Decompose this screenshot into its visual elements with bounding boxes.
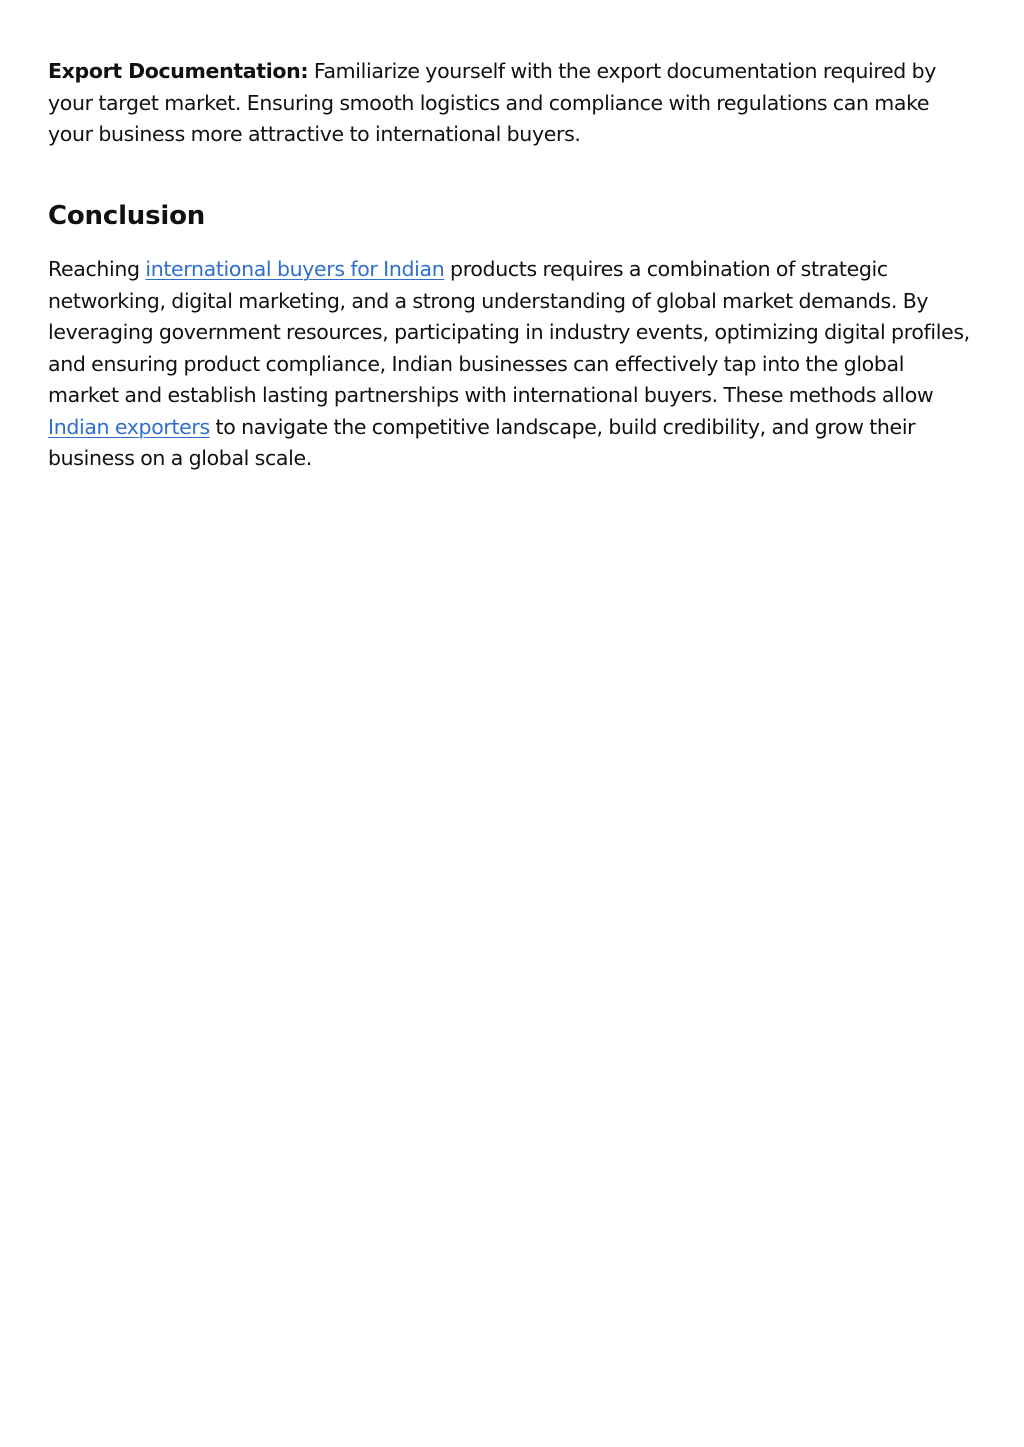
- export-documentation-paragraph: [48, 56, 973, 151]
- conclusion-paragraph: [48, 254, 973, 475]
- conclusion-text-2: products requires a combination of strategic networking, digital marketing, and a strong understanding of global market demands. By leveraging government resources, participating in industry events, optimizing digital profiles, and ensuring product compliance, Indian businesses can effectively tap into the global market and establish lasting partnerships with international buyers. These methods allow: [48, 257, 970, 407]
- international-buyers-link[interactable]: international buyers for Indian: [145, 257, 445, 281]
- export-documentation-label: Export Documentation:: [48, 59, 309, 83]
- conclusion-text-3: to navigate the competitive landscape, build credibility, and grow their business on a global scale.: [48, 414, 916, 470]
- export-documentation-text: Familiarize yourself with the export documentation required by your target market. Ensuring smooth logistics and compliance with regulations can make your business more attractive to international buyers.: [48, 59, 937, 146]
- conclusion-text-1: Reaching: [48, 257, 146, 281]
- document-page: [48, 56, 973, 470]
- indian-exporters-link[interactable]: Indian exporters: [48, 414, 210, 439]
- conclusion-heading: Conclusion: [48, 201, 206, 231]
